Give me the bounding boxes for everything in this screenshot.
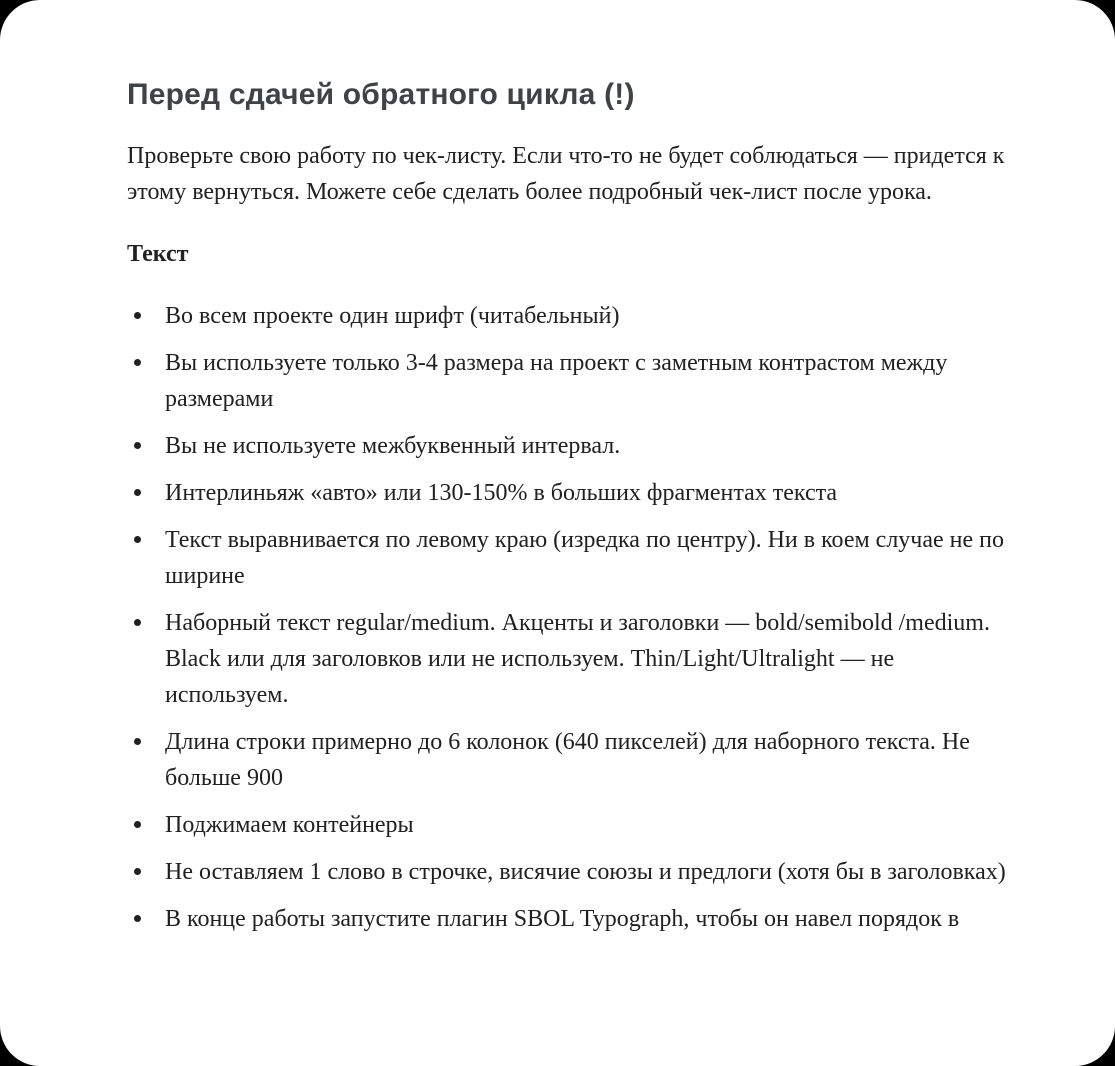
checklist-item: [165, 345, 1009, 417]
bullet-icon: [134, 915, 141, 922]
checklist-item-text: В конце работы запустите плагин SBOL Typograph, чтобы он навел порядок в: [165, 906, 960, 932]
bullet-icon: [134, 821, 141, 828]
checklist-item: [165, 724, 1009, 796]
checklist-item-text: Вы не используете межбуквенный интервал.: [165, 433, 621, 459]
bullet-icon: [134, 738, 141, 745]
intro-paragraph: Проверьте свою работу по чек-листу. Если что-то не будет соблюдаться — придется к этому вернуться. Можете себе сделать более подробный чек-лист после урока.: [127, 143, 1005, 205]
bullet-icon: [134, 868, 141, 875]
checklist-item: [165, 428, 1009, 464]
bullet-icon: [134, 359, 141, 366]
checklist-item-text: Наборный текст regular/medium. Акценты и заголовки — bold/semibold /medium. Black или для заголовков или не используем. Thin/Light/Ultralight — не используем.: [165, 610, 990, 708]
checklist-item: [165, 901, 1009, 937]
bullet-icon: [134, 536, 141, 543]
checklist-item-text: Поджимаем контейнеры: [165, 812, 414, 838]
checklist-item: [165, 298, 1009, 334]
checklist-item-text: Интерлиньяж «авто» или 130-150% в больших фрагментах текста: [165, 480, 838, 506]
bullet-icon: [134, 312, 141, 319]
checklist-item: [165, 605, 1009, 713]
checklist-item: [165, 854, 1009, 890]
bullet-icon: [134, 442, 141, 449]
checklist: [127, 298, 1009, 937]
bullet-icon: [134, 489, 141, 496]
page-title: Перед сдачей обратного цикла (!): [127, 78, 635, 111]
checklist-item-text: Длина строки примерно до 6 колонок (640 пикселей) для наборного текста. Не больше 900: [165, 729, 970, 791]
checklist-item-text: Во всем проекте один шрифт (читабельный): [165, 303, 620, 329]
document-content: [127, 76, 1009, 948]
checklist-item-text: Вы используете только 3-4 размера на проект с заметным контрастом между размерами: [165, 350, 948, 412]
bullet-icon: [134, 619, 141, 626]
section-heading-text: Текст: [127, 241, 189, 267]
checklist-item-text: Текст выравнивается по левому краю (изредка по центру). Ни в коем случае не по ширине: [165, 527, 1005, 589]
checklist-item-text: Не оставляем 1 слово в строчке, висячие союзы и предлоги (хотя бы в заголовках): [165, 859, 1006, 885]
checklist-item: [165, 807, 1009, 843]
checklist-item: [165, 522, 1009, 594]
checklist-item: [165, 475, 1009, 511]
